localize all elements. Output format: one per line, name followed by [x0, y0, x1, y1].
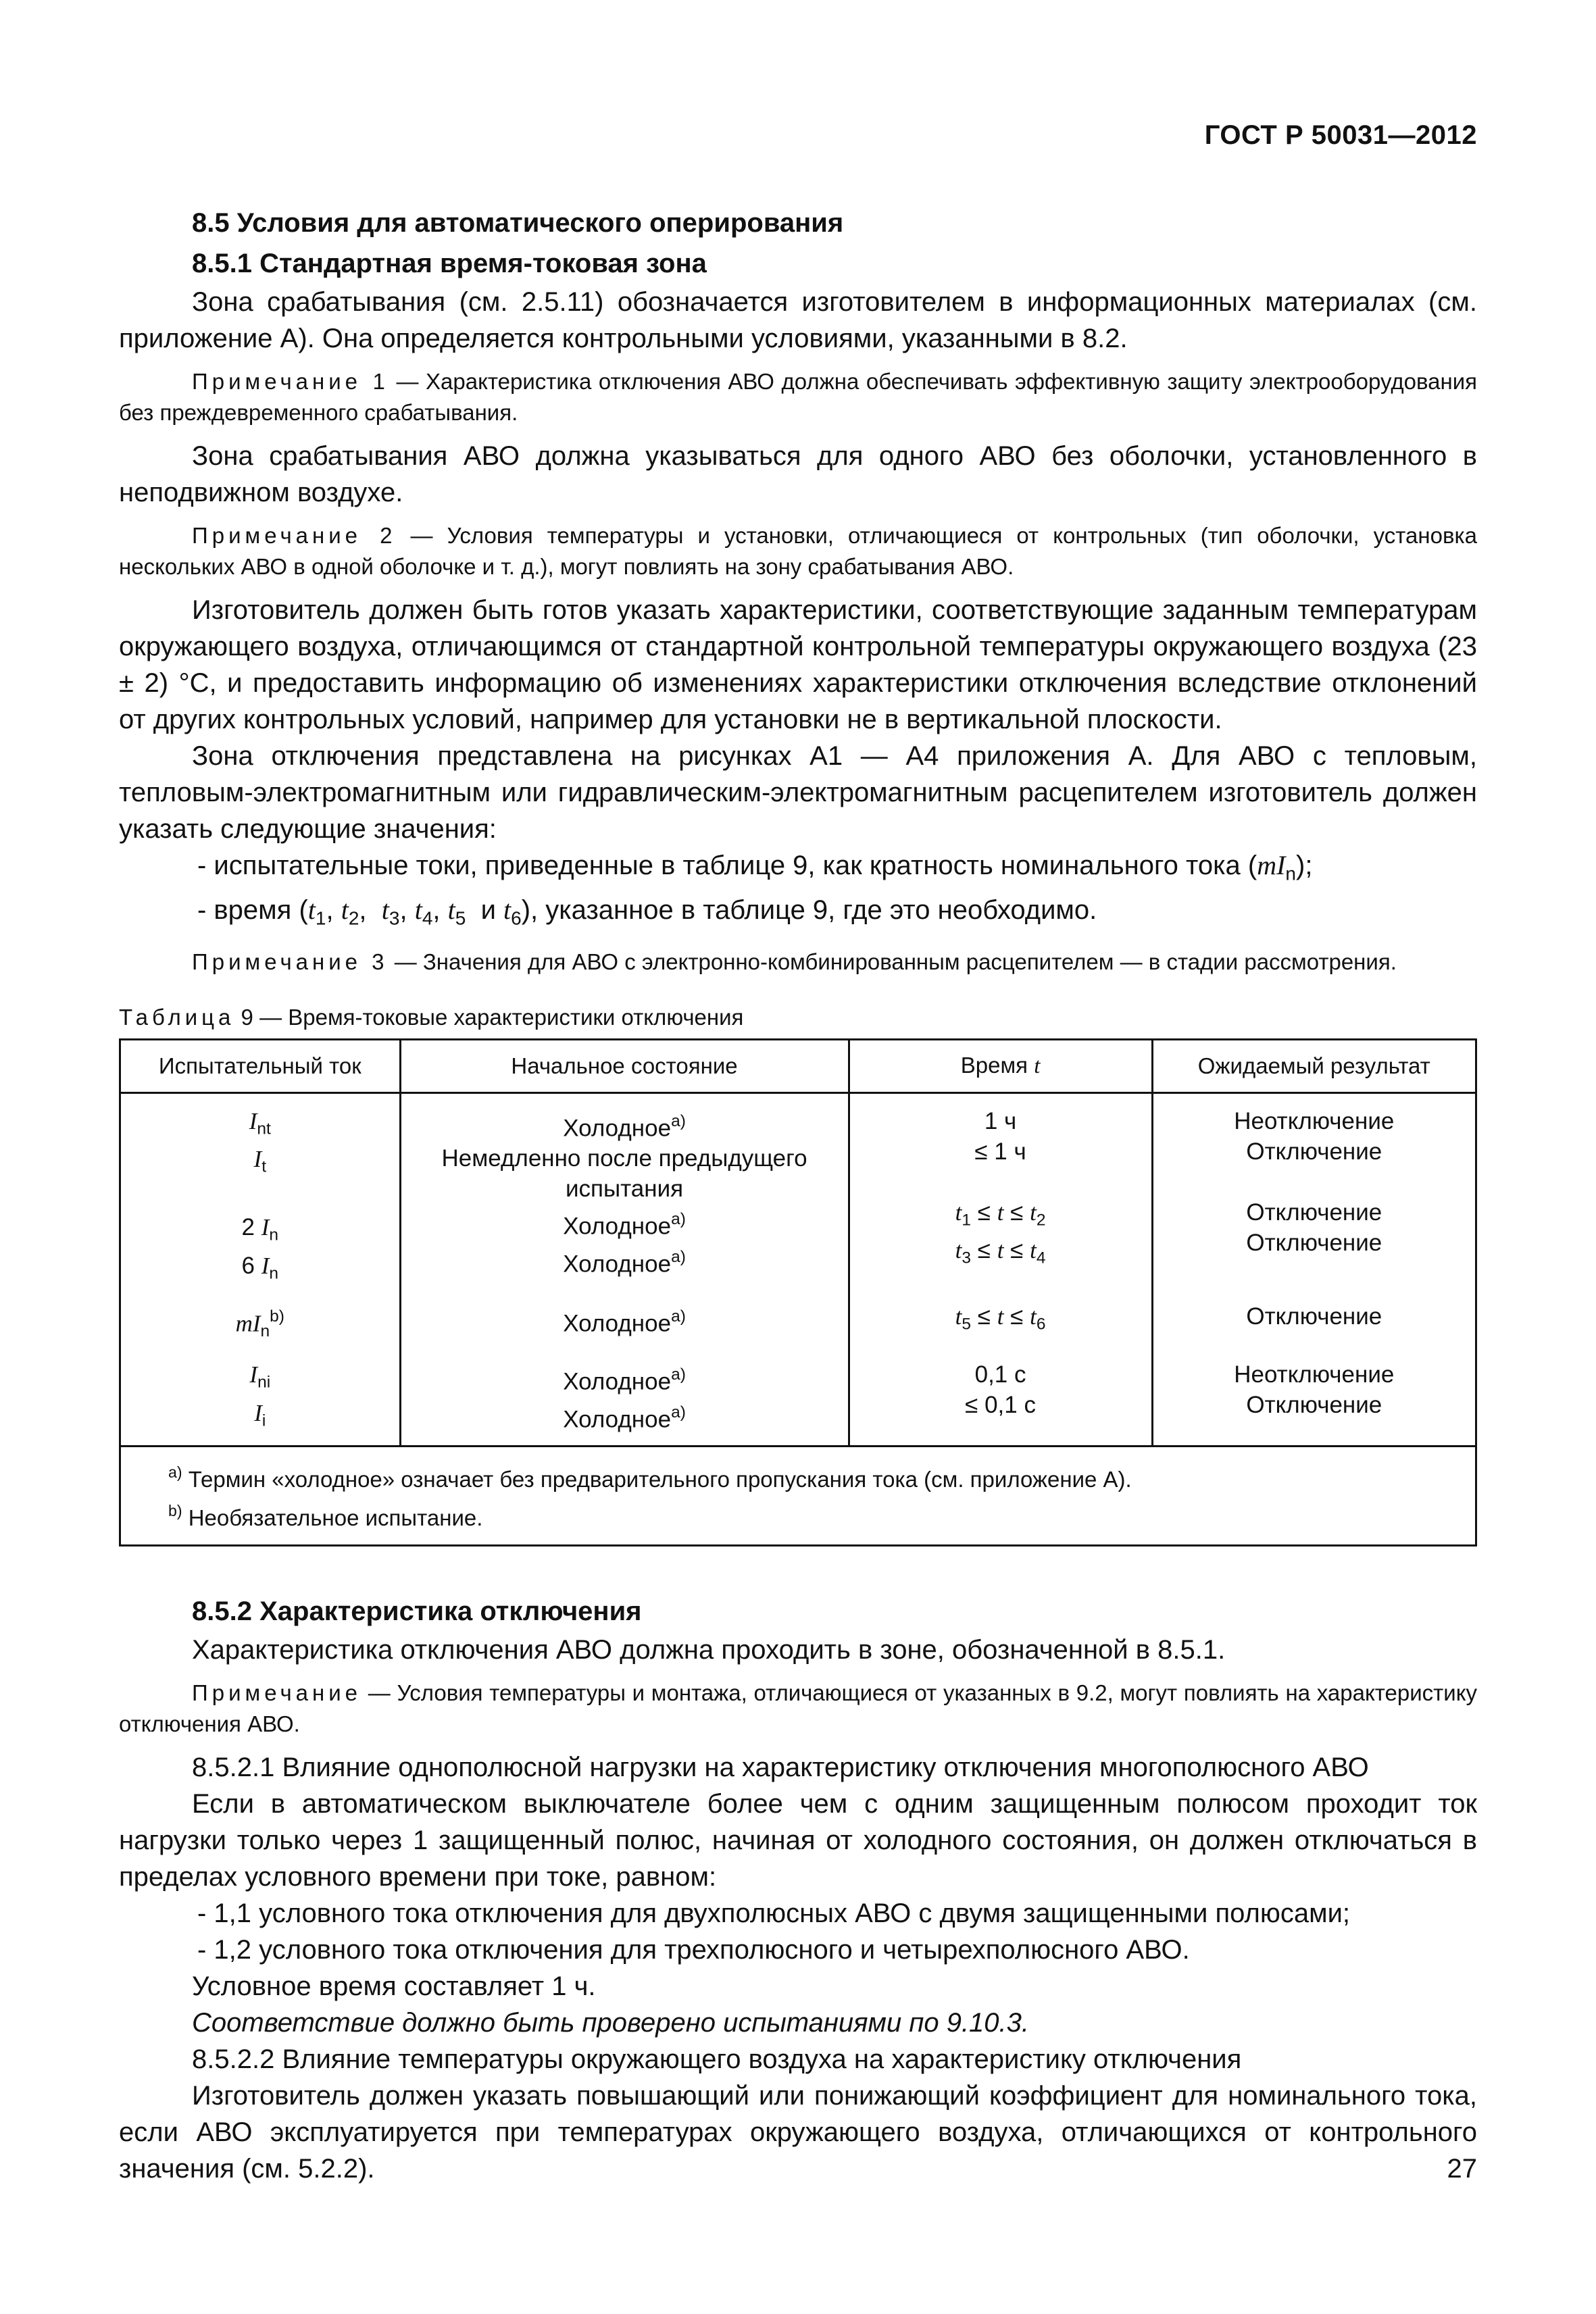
cell-test-current: $I_{nt}$ $I_t$ 2 $I_n$ 6 $I_n$ [120, 1092, 401, 1289]
header-test-current: Испытательный ток [120, 1039, 401, 1092]
footnote-a: $^{a)}$ Термин «холодное» означает без предварительного пропускания тока (см. приложение А). [168, 1463, 1132, 1492]
note-text: — Значения для АВО с электронно-комбинированным расцепителем — в стадии рассмотрения. [388, 949, 1397, 974]
cell-initial-state: Холодное$^{a)}$ [400, 1289, 849, 1347]
paragraph: Если в автоматическом выключателе более чем с одним защищенным полюсом проходит ток нагрузки только через 1 защищенный полюс, начиная от холодного состояния, он должен отключаться в пределах условного времени при токе, равном: [119, 1788, 1477, 1892]
note-1 [119, 366, 1477, 428]
note [119, 1678, 1477, 1740]
cell-time: 1 ч ≤ 1 ч $t_1 \le t \le t_2$ $t_3 \le t \le t_4$ [849, 1092, 1152, 1289]
cell-expected-result: Отключение [1152, 1289, 1476, 1347]
paragraph: Зона срабатывания (см. 2.5.11) обозначается изготовителем в информационных материалах (см. приложение А). Она определяется контрольными условиями, указанными в 8.2. [119, 287, 1477, 353]
section-8-5-title: 8.5 Условия для автоматического оперирования [192, 208, 844, 238]
note-label: Примечание 1 [192, 369, 389, 394]
note-text: — Характеристика отключения АВО должна обеспечивать эффективную защиту электрооборудования без преждевременного срабатывания. [119, 369, 1477, 425]
cell-test-current: $I_{ni}$ $I_i$ [120, 1347, 401, 1446]
note-text: — Условия температуры и монтажа, отличающиеся от указанных в 9.2, могут повлиять на характеристику отключения АВО. [119, 1680, 1477, 1736]
document-id: ГОСТ Р 50031—2012 [1204, 120, 1477, 150]
cell-initial-state: Холодное$^{a)}$ Немедленно после предыдущего испытания Холодное$^{a)}$ Холодное$^{a)}$ [400, 1092, 849, 1289]
table-row [120, 1347, 1476, 1446]
paragraph: Условное время составляет 1 ч. [192, 1971, 596, 2001]
note-text: — Условия температуры и установки, отличающиеся от контрольных (тип оболочки, установка нескольких АВО в одной оболочке и т. д.), могут повлиять на зону срабатывания АВО. [119, 523, 1478, 579]
compliance-statement: Соответствие должно быть проверено испытаниями по 9.10.3. [192, 2007, 1030, 2038]
list-item: - 1,2 условного тока отключения для трехполюсного и четырехполюсного АВО. [197, 1934, 1190, 1965]
paragraph: Изготовитель должен указать повышающий или понижающий коэффициент для номинального тока, если АВО эксплуатируется при температурах окружающего воздуха, отличающихся от контрольного значения (см. 5.2.2). [119, 2080, 1477, 2184]
section-8-5-2-title: 8.5.2 Характеристика отключения [192, 1596, 642, 1626]
list-item: - 1,1 условного тока отключения для двухполюсных АВО с двумя защищенными полюсами; [197, 1898, 1351, 1928]
table-caption: Таблица 9 — Время-токовые характеристики отключения [119, 1004, 744, 1030]
paragraph: Зона отключения представлена на рисунках А1 — А4 приложения А. Для АВО с тепловым, тепловым-электромагнитным или гидравлическим-электромагнитным расцепителем изготовитель должен указать следующие значения: [119, 741, 1477, 844]
section-8-5-2-1-title: 8.5.2.1 Влияние однополюсной нагрузки на характеристику отключения многополюсного АВО [192, 1752, 1369, 1782]
section-8-5-1-title: 8.5.1 Стандартная время-токовая зона [192, 249, 707, 278]
table-row [120, 1289, 1476, 1347]
page-content [119, 203, 1477, 2187]
list-item-times: - время ($t_1$, $t_2$, $t_3$, $t_4$, $t_5$ и $t_6$), указанное в таблице 9, где это необходимо. [197, 895, 1097, 929]
header-initial-state: Начальное состояние [400, 1039, 849, 1092]
paragraph: Характеристика отключения АВО должна проходить в зоне, обозначенной в 8.5.1. [192, 1634, 1226, 1665]
cell-initial-state: Холодное$^{a)}$ Холодное$^{a)}$ [400, 1347, 849, 1446]
header-expected-result: Ожидаемый результат [1152, 1039, 1476, 1092]
table-row [120, 1092, 1476, 1289]
cell-expected-result: Неотключение Отключение Отключение Отключение [1152, 1092, 1476, 1289]
paragraph: Изготовитель должен быть готов указать характеристики, соответствующие заданным температурам окружающего воздуха, отличающимся от стандартной контрольной температуры окружающего воздуха (23 ± 2) °С, и предоставить информацию об изменениях характеристики отключения вследствие отклонений от других контрольных условий, например для установки не в вертикальной плоскости. [119, 595, 1477, 734]
header-time: Время t [849, 1039, 1152, 1092]
cell-time: $t_5 \le t \le t_6$ [849, 1289, 1152, 1347]
note-label: Примечание 2 [192, 523, 397, 548]
note-3 [119, 947, 1477, 978]
table-9 [119, 1038, 1477, 1546]
note-label: Примечание 3 [192, 949, 389, 974]
section-8-5-2-2-title: 8.5.2.2 Влияние температуры окружающего воздуха на характеристику отключения [192, 2044, 1242, 2074]
cell-time: 0,1 с ≤ 0,1 с [849, 1347, 1152, 1446]
table-footnotes [120, 1446, 1476, 1545]
list-item-test-currents: - испытательные токи, приведенные в таблице 9, как кратность номинального тока $(mI_n)$; [197, 850, 1313, 884]
note-label: Примечание [192, 1680, 362, 1705]
cell-test-current: $mI_n^{b)}$ [120, 1289, 401, 1347]
footnote-b: $^{b)}$ Необязательное испытание. [168, 1501, 483, 1530]
note-2 [119, 520, 1477, 582]
paragraph: Зона срабатывания АВО должна указываться для одного АВО без оболочки, установленного в неподвижном воздухе. [119, 441, 1477, 507]
table-header-row [120, 1039, 1476, 1092]
page-number: 27 [1447, 2154, 1477, 2184]
cell-expected-result: Неотключение Отключение [1152, 1347, 1476, 1446]
